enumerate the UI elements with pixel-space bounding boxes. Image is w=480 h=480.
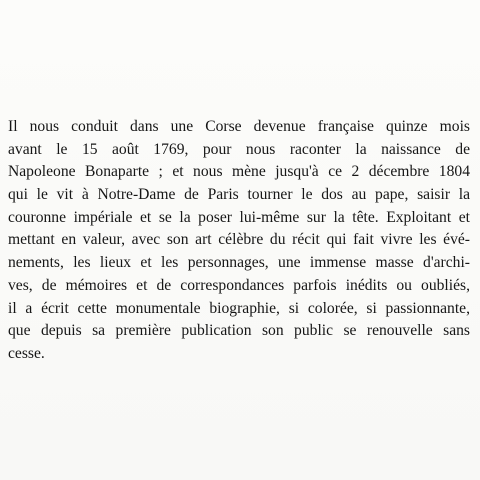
text-line-8: ves, de mémoires et de correspondances parfois inédits ou oubliés,	[8, 276, 470, 294]
text-line-7: nements, les lieux et les personnages, une immense masse d'archi-	[8, 254, 470, 272]
text-line-6: mettant en valeur, avec son art célèbre du récit qui fait vivre les évé-	[8, 231, 470, 249]
text-line-4: qui le vit à Notre-Dame de Paris tourner le dos au pape, saisir la	[8, 186, 470, 204]
text-line-1: Il nous conduit dans une Corse devenue française quinze mois	[8, 118, 470, 135]
body-paragraph	[8, 116, 470, 366]
text-line-5: couronne impériale et se la poser lui-même sur la tête. Exploitant et	[8, 208, 470, 226]
text-line-9: il a écrit cette monumentale biographie, si colorée, si passionnante,	[8, 299, 470, 317]
text-line-11: cesse.	[8, 344, 45, 362]
text-line-3: Napoleone Bonaparte ; et nous mène jusqu'à ce 2 décembre 1804	[8, 163, 470, 181]
text-line-10: que depuis sa première publication son public se renouvelle sans	[8, 322, 470, 340]
text-line-2: avant le 15 août 1769, pour nous raconter la naissance de	[8, 140, 470, 158]
